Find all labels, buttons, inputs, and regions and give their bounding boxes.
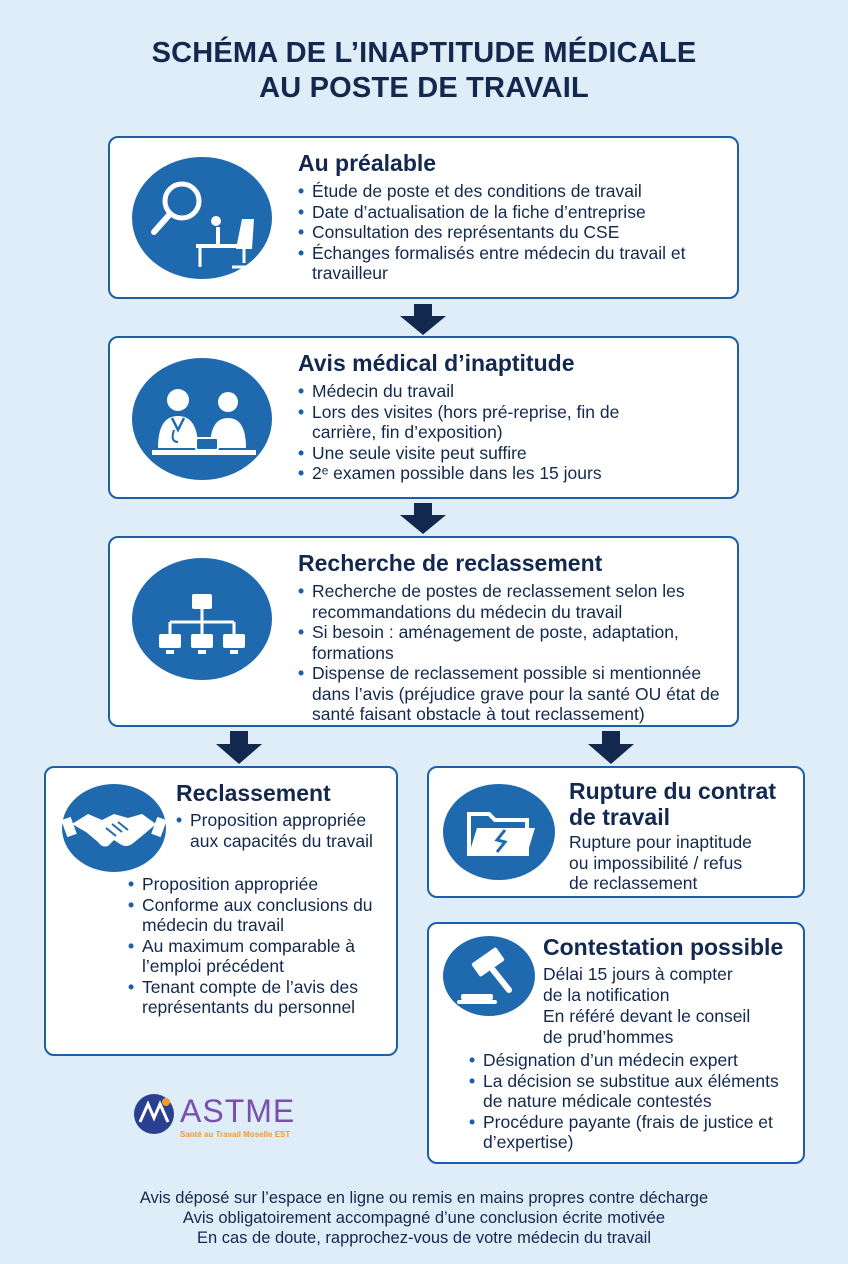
arrow-down-left-icon bbox=[214, 731, 264, 765]
list-item: • Consultation des représentants du CSE bbox=[298, 222, 718, 243]
card-reclassement-list bbox=[128, 874, 390, 1018]
list-item: • Si besoin : aménagement de poste, adaptation, formations bbox=[298, 622, 728, 663]
card-avis-list bbox=[298, 381, 688, 484]
footer-line: Avis déposé sur l’espace en ligne ou remis en mains propres contre décharge bbox=[139, 1189, 709, 1207]
list-item: • Désignation d’un médecin expert bbox=[469, 1050, 803, 1071]
card-avis-title: Avis médical d’inaptitude bbox=[298, 350, 575, 376]
card-contestation-title: Contestation possible bbox=[543, 934, 784, 960]
card-contestation-list bbox=[469, 1050, 803, 1153]
card-prealable bbox=[108, 136, 739, 299]
card-recherche-list bbox=[298, 581, 728, 725]
list-item: • Échanges formalisés entre médecin du travail et travailleur bbox=[298, 243, 718, 284]
list-item: • Tenant compte de l’avis des représentants du personnel bbox=[128, 977, 390, 1018]
list-item: • La décision se substitue aux éléments de nature médicale contestés bbox=[469, 1071, 803, 1112]
text-line: de reclassement bbox=[569, 873, 698, 893]
search-desk-icon bbox=[132, 157, 272, 279]
astme-logo-name: ASTME bbox=[180, 1093, 296, 1129]
broken-folder-icon bbox=[443, 784, 555, 880]
footer-notes bbox=[0, 1188, 848, 1248]
astme-logo bbox=[132, 1090, 322, 1150]
card-rupture-title-line-2: de travail bbox=[569, 804, 670, 830]
title-line-2: AU POSTE DE TRAVAIL bbox=[259, 72, 589, 104]
gavel-icon bbox=[443, 936, 535, 1016]
text-line: Rupture pour inaptitude bbox=[569, 832, 752, 852]
text-line: En référé devant le conseil bbox=[543, 1006, 751, 1026]
list-item: • Une seule visite peut suffire bbox=[298, 443, 688, 464]
text-line: Délai 15 jours à compter bbox=[543, 964, 733, 984]
doctor-consultation-icon bbox=[132, 358, 272, 480]
list-item: • Dispense de reclassement possible si mentionnée dans l’avis (préjudice grave pour la santé OU état de santé faisant obstacle à tout reclassement) bbox=[298, 663, 728, 725]
list-item: • Conforme aux conclusions du médecin du travail bbox=[128, 895, 390, 936]
arrow-down-icon bbox=[398, 304, 448, 336]
card-contestation-delay bbox=[543, 964, 793, 1005]
list-item: • Médecin du travail bbox=[298, 381, 688, 402]
list-item: • Au maximum comparable à l’emploi précédent bbox=[128, 936, 390, 977]
list-item: • Étude de poste et des conditions de travail bbox=[298, 181, 718, 202]
card-contestation bbox=[427, 922, 805, 1164]
arrow-down-right-icon bbox=[586, 731, 636, 765]
astme-logo-tagline: Santé au Travail Moselle EST bbox=[180, 1130, 291, 1139]
card-recherche-title: Recherche de reclassement bbox=[298, 550, 603, 576]
list-item: • Procédure payante (frais de justice et d’expertise) bbox=[469, 1112, 803, 1153]
card-avis bbox=[108, 336, 739, 499]
title-line-1: SCHÉMA DE L’INAPTITUDE MÉDICALE bbox=[151, 37, 697, 69]
text-line: de prud’hommes bbox=[543, 1026, 674, 1047]
list-item: • Recherche de postes de reclassement selon les recommandations du médecin du travail bbox=[298, 581, 728, 622]
list-item: • 2ᵉ examen possible dans les 15 jours bbox=[298, 463, 688, 484]
card-rupture bbox=[427, 766, 805, 898]
card-rupture-text bbox=[569, 832, 799, 894]
card-prealable-title: Au préalable bbox=[298, 150, 437, 176]
card-recherche bbox=[108, 536, 739, 727]
card-rupture-title-line-1: Rupture du contrat bbox=[569, 778, 776, 804]
card-rupture-title bbox=[569, 778, 799, 830]
list-item: • Proposition appropriée aux capacités du travail bbox=[176, 810, 391, 851]
footer-line: En cas de doute, rapprochez-vous de votre médecin du travail bbox=[196, 1229, 651, 1247]
page-title bbox=[0, 36, 848, 106]
text-line: de la notification bbox=[543, 984, 670, 1005]
list-item: • Lors des visites (hors pré-reprise, fin de carrière, fin d’exposition) bbox=[298, 402, 688, 443]
arrow-down-icon bbox=[398, 503, 448, 535]
handshake-icon bbox=[62, 784, 166, 872]
card-prealable-list bbox=[298, 181, 718, 284]
footer-line: Avis obligatoirement accompagné d’une conclusion écrite motivée bbox=[182, 1209, 666, 1227]
astme-logo-icon bbox=[132, 1092, 176, 1136]
card-contestation-referee bbox=[543, 1006, 793, 1047]
list-item: • Proposition appropriée bbox=[128, 874, 390, 895]
text-line: ou impossibilité / refus bbox=[569, 852, 743, 873]
card-reclassement-first bbox=[176, 810, 391, 851]
card-reclassement bbox=[44, 766, 398, 1056]
list-item: • Date d’actualisation de la fiche d’entreprise bbox=[298, 202, 718, 223]
org-chart-icon bbox=[132, 558, 272, 680]
card-reclassement-title: Reclassement bbox=[176, 780, 331, 806]
